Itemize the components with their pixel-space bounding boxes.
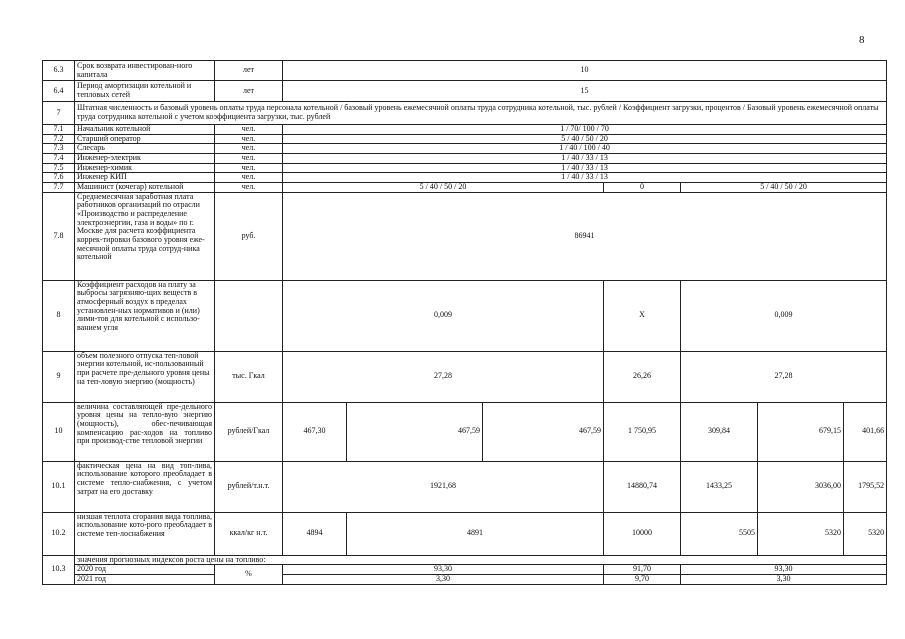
row-number: 7.6: [43, 173, 75, 183]
table-row: [43, 163, 887, 173]
row-value: 3,30: [681, 575, 887, 585]
row-value: 309,84: [681, 402, 758, 461]
table-row-7: [43, 102, 887, 125]
table-row-10-1: [43, 461, 887, 512]
row-name: фактическая цена на вид топ-лива, использование которого преобладает в системе тепло-снабжения, с учетом затрат на его доставку: [75, 461, 215, 512]
row-value: 0: [604, 182, 681, 192]
row-number: 10.3: [43, 555, 75, 584]
row-value: 1795,52: [844, 461, 887, 512]
row-name: Коэффициент расходов на плату за выбросы загрязняю-щих веществ в атмосферный воздух в пределах установлен-ных нормативов и (или) лими-тов для котельной с использо-ванием угля: [75, 280, 215, 351]
row-unit: тыс. Гкал: [215, 351, 283, 402]
table-row-year: [43, 565, 887, 575]
row-value: 5 / 40 / 50 / 20: [681, 182, 887, 192]
table-row-6-3: [43, 61, 887, 81]
row-value: 467,59: [483, 402, 604, 461]
table-row-8: [43, 280, 887, 351]
row-number: 10: [43, 402, 75, 461]
row-value: 5320: [844, 512, 887, 555]
row-unit: ккал/кг н.т.: [215, 512, 283, 555]
row-name: объем полезного отпуска теп-ловой энергии котельной, ис-пользованный при расчете пре-дельного уровня цены на теп-ловую энергию (мощность): [75, 351, 215, 402]
row-value: 14880,74: [604, 461, 681, 512]
row-value: 401,66: [844, 402, 887, 461]
table-row: [43, 173, 887, 183]
row-value: 93,30: [283, 565, 604, 575]
row-unit: чел.: [215, 125, 283, 135]
row-value: 91,70: [604, 565, 681, 575]
row-unit: чел.: [215, 163, 283, 173]
row-value: 1 / 70/ 100 / 70: [283, 125, 887, 135]
table-row: [43, 153, 887, 163]
row-name: Инженер-химик: [75, 163, 215, 173]
row-name: Инженер-электрик: [75, 153, 215, 163]
table-row: [43, 125, 887, 135]
row-year-label: 2021 год: [75, 575, 215, 585]
table-row-7-8: [43, 192, 887, 280]
table-row: [43, 144, 887, 154]
row-number: 7.3: [43, 144, 75, 154]
row-number: 9: [43, 351, 75, 402]
row-value: 27,28: [283, 351, 604, 402]
row-name: Старший оператор: [75, 134, 215, 144]
row-value: 4891: [347, 512, 604, 555]
row-unit: чел.: [215, 144, 283, 154]
row-unit: чел.: [215, 182, 283, 192]
row-unit: чел.: [215, 134, 283, 144]
row-number: 7.8: [43, 192, 75, 280]
row-value: 10: [283, 61, 887, 81]
row-value: 15: [283, 81, 887, 102]
table-row-10: [43, 402, 887, 461]
row-value: 679,15: [758, 402, 844, 461]
row-value: 10000: [604, 512, 681, 555]
row-unit: рублей/т.н.т.: [215, 461, 283, 512]
row-year-label: 2020 год: [75, 565, 215, 575]
row-number: 8: [43, 280, 75, 351]
row-number: 6.4: [43, 81, 75, 102]
row-value: 0,009: [283, 280, 604, 351]
table-row-7-7: [43, 182, 887, 192]
row-value: 93,30: [681, 565, 887, 575]
row-value: 4894: [283, 512, 347, 555]
row-value: 1 / 40 / 33 / 13: [283, 153, 887, 163]
tariff-parameters-table: [42, 60, 887, 585]
table-row-9: [43, 351, 887, 402]
row-unit: чел.: [215, 153, 283, 163]
row-value: 5 / 40 / 50 / 20: [283, 182, 604, 192]
row-value: 26,26: [604, 351, 681, 402]
table-row-6-4: [43, 81, 887, 102]
row-heading: значения прогнозных индексов роста цены на топливо:: [75, 555, 887, 565]
row-value: 1921,68: [283, 461, 604, 512]
row-value: 5505: [681, 512, 758, 555]
row-value: 3,30: [283, 575, 604, 585]
table-row-year: [43, 575, 887, 585]
row-value: 1 750,95: [604, 402, 681, 461]
row-name: Срок возврата инвестирован-ного капитала: [75, 61, 215, 81]
row-name: низшая теплота сгорания вида топлива, использование кото-рого преобладает в системе теп-лоснабжения: [75, 512, 215, 555]
row-unit: чел.: [215, 173, 283, 183]
row-name: Слесарь: [75, 144, 215, 154]
row-name: Машинист (кочегар) котельной: [75, 182, 215, 192]
row-number: 10.1: [43, 461, 75, 512]
row-value: 1433,25: [681, 461, 758, 512]
row-value: 5320: [758, 512, 844, 555]
row-value: 5 / 40 / 50 / 20: [283, 134, 887, 144]
row-name: Начальник котельной: [75, 125, 215, 135]
row-value: 467,59: [347, 402, 483, 461]
row-unit: %: [215, 565, 283, 584]
table-row-10-3: [43, 555, 887, 565]
row-number: 6.3: [43, 61, 75, 81]
row-value: 0,009: [681, 280, 887, 351]
row-name: Период амортизации котельной и тепловых сетей: [75, 81, 215, 102]
row-value: 9,70: [604, 575, 681, 585]
row-number: 7.4: [43, 153, 75, 163]
row-name: величина составляющей пре-дельного уровня цены на тепло-вую энергию (мощность), обес-печивающая компенсацию рас-ходов на топливо при производ-стве тепловой энергии: [75, 402, 215, 461]
row-value: 27,28: [681, 351, 887, 402]
row-unit: [215, 280, 283, 351]
row-value: 467,30: [283, 402, 347, 461]
page-number: 8: [859, 34, 865, 46]
row-unit: руб.: [215, 192, 283, 280]
row-value: 86941: [283, 192, 887, 280]
row-number: 7.5: [43, 163, 75, 173]
row-name: Инженер КИП: [75, 173, 215, 183]
table-row-10-2: [43, 512, 887, 555]
row-unit: рублей/Гкал: [215, 402, 283, 461]
row-name: Среднемесячная заработная плата работников организаций по отрасли «Производство и распределение электроэнергии, газа и воды» по г. Москве для расчета коэффициента коррек-тировки базового уровня еже-месячной оплаты труда сотруд-ника котельной: [75, 192, 215, 280]
row-number: 7: [43, 102, 75, 125]
row-unit: лет: [215, 61, 283, 81]
row-value: X: [604, 280, 681, 351]
row-value: 1 / 40 / 33 / 13: [283, 163, 887, 173]
row-number: 7.2: [43, 134, 75, 144]
row-value: 3036,00: [758, 461, 844, 512]
row-number: 10.2: [43, 512, 75, 555]
section-heading: Штатная численность и базовый уровень оплаты труда персонала котельной / базовый уровень ежемесячной оплаты труда сотрудника котельной, тыс. рублей / Коэффициент загрузки, процентов / Базовый уровень ежемесячной оплаты труда сотрудника котельной с учетом коэффициента загрузки, тыс. рублей: [75, 102, 887, 125]
row-number: 7.1: [43, 125, 75, 135]
row-number: 7.7: [43, 182, 75, 192]
row-value: 1 / 40 / 33 / 13: [283, 173, 887, 183]
row-value: 1 / 40 / 100 / 40: [283, 144, 887, 154]
row-unit: лет: [215, 81, 283, 102]
table-row: [43, 134, 887, 144]
